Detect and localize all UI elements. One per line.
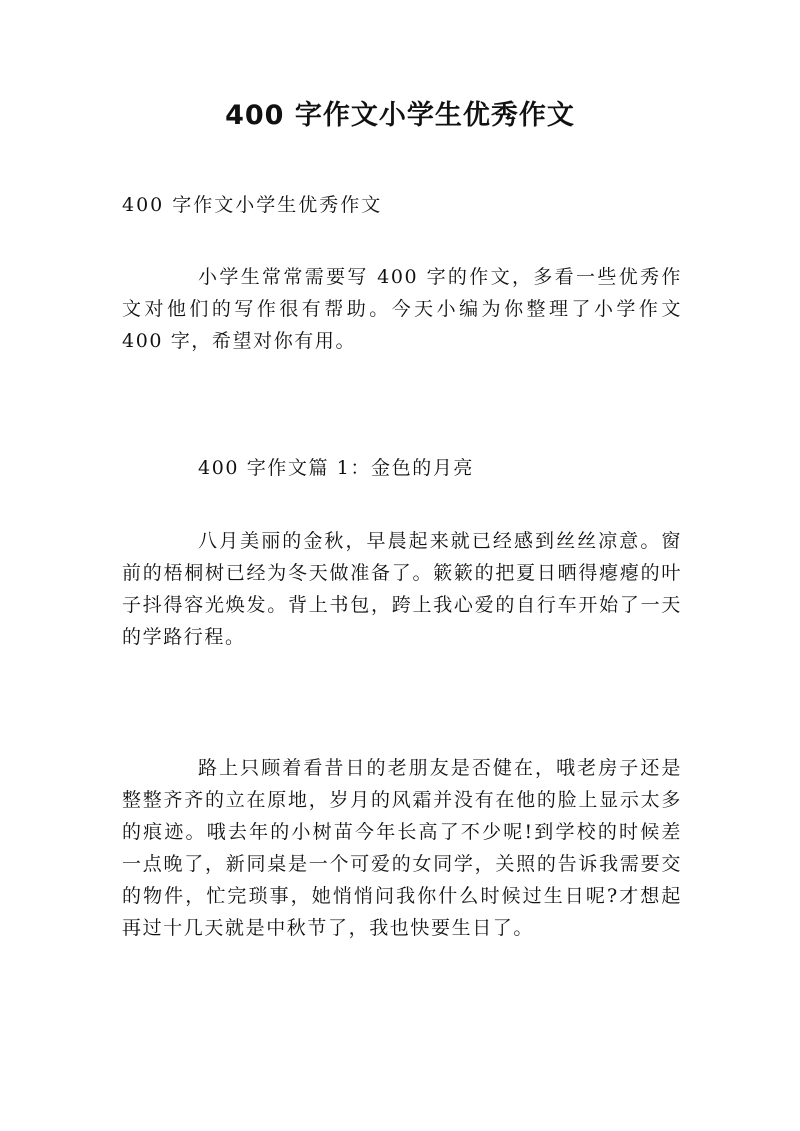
intro-paragraph: 小学生常常需要写 400 字的作文，多看一些优秀作文对他们的写作很有帮助。今天小编为你整理了小学作文 400 字，希望对你有用。 (122, 266, 682, 352)
section-heading: 400 字作文篇 1：金色的月亮 (198, 457, 475, 479)
body-paragraph-2: 路上只顾着看昔日的老朋友是否健在，哦老房子还是整整齐齐的立在原地，岁月的风霜并没有在他的脸上显示太多的痕迹。哦去年的小树苗今年长高了不少呢!到学校的时候差一点晚了，新同桌是一个可爱的女同学，关照的告诉我需要交的物件，忙完琐事，她悄悄问我你什么时候过生日呢?才想起再过十几天就是中秋节了，我也快要生日了。 (122, 757, 682, 939)
document-title: 400 字作文小学生优秀作文 (225, 100, 575, 131)
document-subtitle: 400 字作文小学生优秀作文 (122, 194, 383, 216)
body-paragraph-1: 八月美丽的金秋，早晨起来就已经感到丝丝凉意。窗前的梧桐树已经为冬天做准备了。簌簌的把夏日晒得瘪瘪的叶子抖得容光焕发。背上书包，跨上我心爱的自行车开始了一天的学路行程。 (122, 530, 682, 648)
